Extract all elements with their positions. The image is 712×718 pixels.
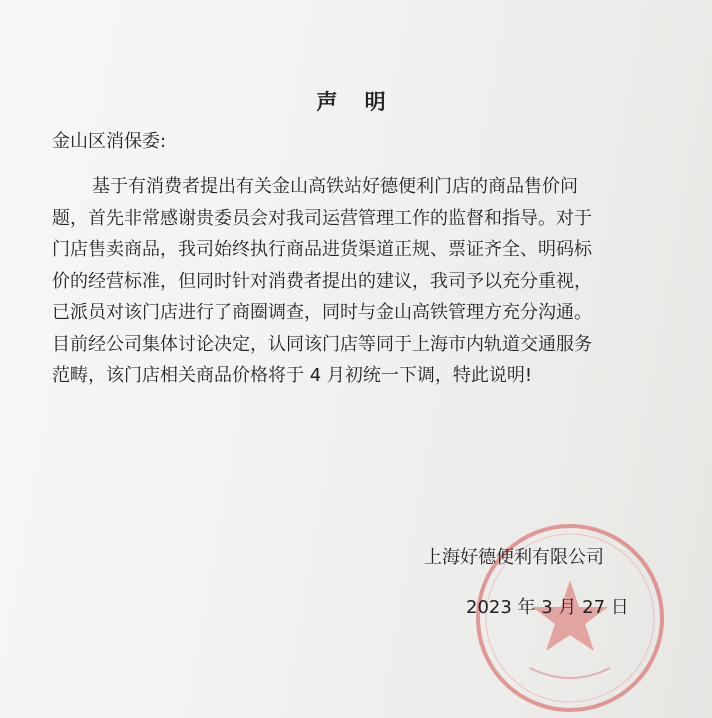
document-title: 声 明 xyxy=(316,90,396,114)
body-line: 价的经营标准，但同时针对消费者提出的建议，我司予以充分重视， xyxy=(52,270,592,292)
body-line: 基于有消费者提出有关金山高铁站好德便利门店的商品售价问 xyxy=(92,176,578,197)
body-line: 已派员对该门店进行了商圈调查，同时与金山高铁管理方充分沟通。 xyxy=(52,302,592,323)
body-line: 目前经公司集体讨论决定，认同该门店等同于上海市内轨道交通服务 xyxy=(52,333,592,355)
document-body xyxy=(52,171,692,392)
document-date: 2023 年 3 月 27 日 xyxy=(466,597,629,618)
company-name: 上海好德便利有限公司 xyxy=(424,547,604,568)
body-line: 门店售卖商品，我司始终执行商品进货渠道正规、票证齐全、明码标 xyxy=(52,239,592,260)
addressee: 金山区消保委: xyxy=(52,131,167,152)
body-line: 题，首先非常感谢贵委员会对我司运营管理工作的监督和指导。对于 xyxy=(52,207,592,229)
body-line: 范畴，该门店相关商品价格将于 4 月初统一下调，特此说明! xyxy=(52,365,533,386)
